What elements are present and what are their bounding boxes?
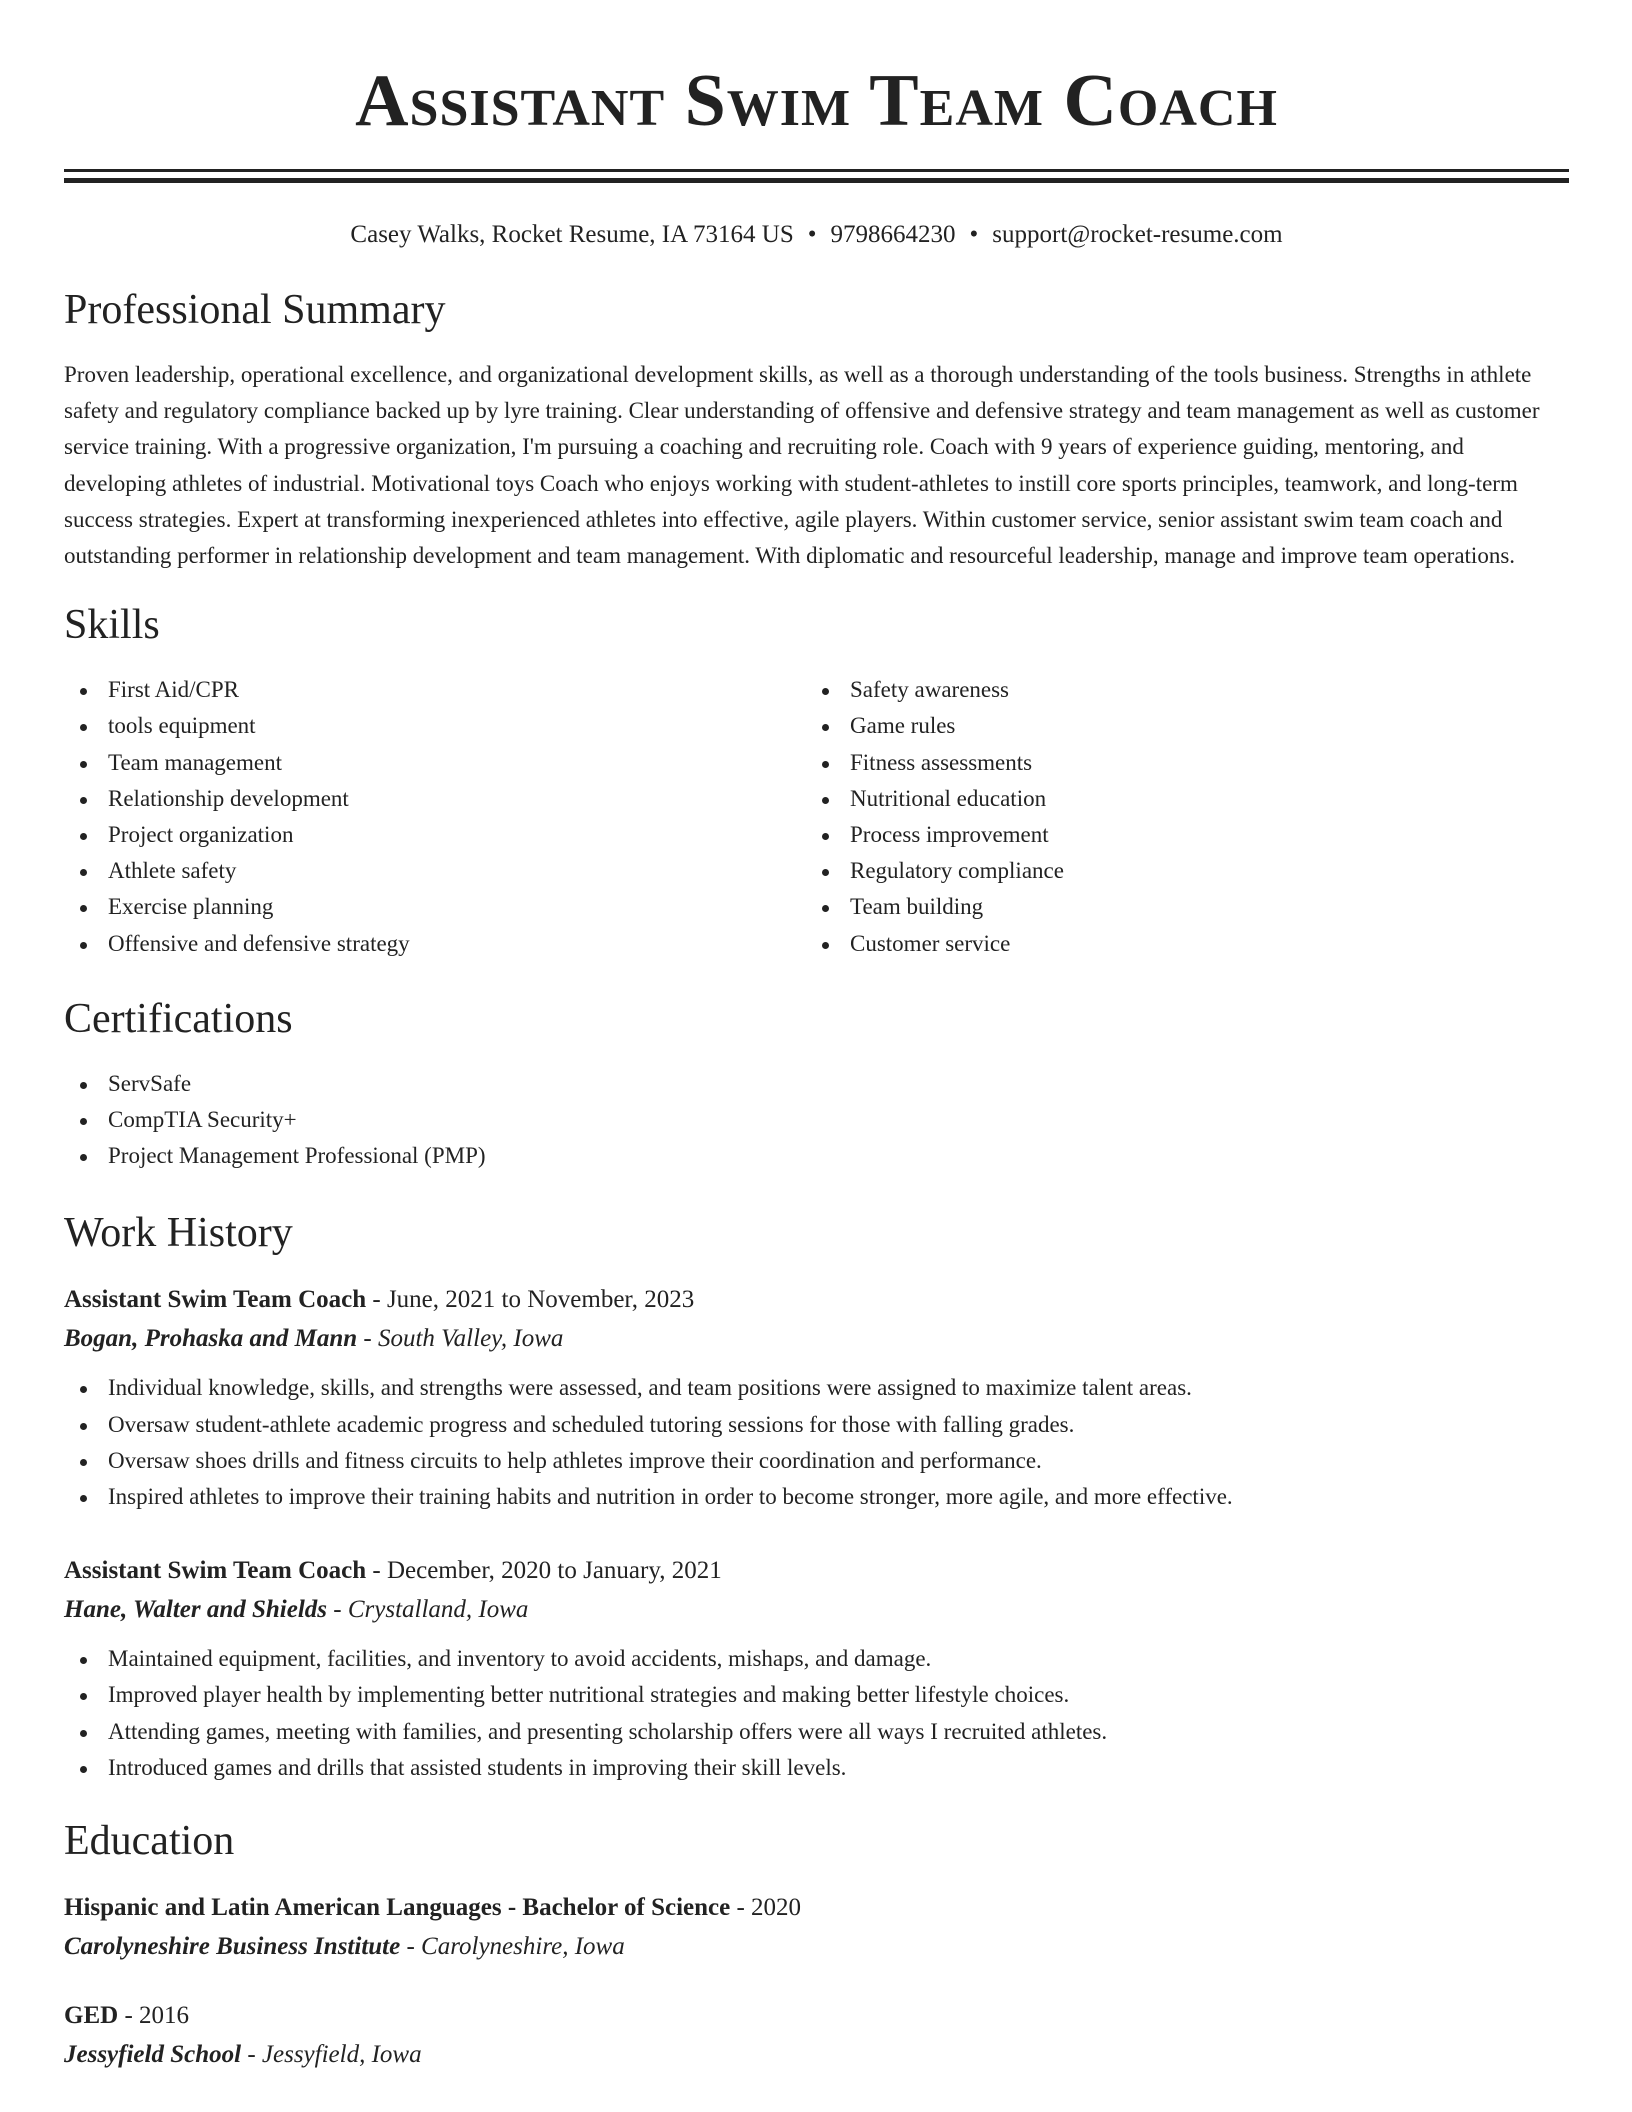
skills-heading: Skills: [64, 602, 160, 649]
title-divider-thin: [64, 169, 1569, 172]
degree-line: [64, 1996, 1569, 2036]
skill-item: Fitness assessments: [806, 745, 1548, 781]
degree-name: Hispanic and Latin American Languages - Bachelor of Science: [64, 1894, 731, 1922]
job-entry: [64, 1551, 1569, 1786]
skill-item: First Aid/CPR: [64, 672, 806, 708]
skill-item: Offensive and defensive strategy: [64, 926, 806, 962]
contact-separator: •: [807, 221, 817, 248]
skill-item: Team building: [806, 889, 1548, 925]
job-entry: [64, 1280, 1569, 1515]
contact-phone: 9798664230: [830, 221, 956, 248]
education-heading: Education: [64, 1818, 235, 1865]
school-line: [64, 1928, 1569, 1966]
job-title: Assistant Swim Team Coach: [64, 1286, 367, 1314]
certifications-heading: Certifications: [64, 995, 293, 1042]
job-duty: Inspired athletes to improve their training habits and nutrition in order to become stronger, more agile, and more effective.: [64, 1479, 1569, 1515]
job-duty: Oversaw shoes drills and fitness circuits to help athletes improve their coordination and performance.: [64, 1443, 1569, 1479]
job-duty: Introduced games and drills that assisted students in improving their skill levels.: [64, 1750, 1569, 1786]
skill-item: Team management: [64, 745, 806, 781]
school-line: [64, 2036, 1569, 2074]
employer-location: - Crystalland, Iowa: [327, 1596, 529, 1624]
job-dates: - June, 2021 to November, 2023: [366, 1286, 695, 1314]
skill-item: Customer service: [806, 926, 1548, 962]
skill-item: Athlete safety: [64, 853, 806, 889]
skill-item: Project organization: [64, 817, 806, 853]
skill-item: Safety awareness: [806, 672, 1548, 708]
employer-line: [64, 1591, 1569, 1629]
skill-item: Exercise planning: [64, 889, 806, 925]
education-entry: [64, 1996, 1569, 2074]
summary-text: Proven leadership, operational excellence, and organizational development skills, as well as a thorough understanding of the tools business. Strengths in athlete safety and regulatory compliance backed up by lyre training. Clear understanding of offensive and defensive strategy and team management as well as customer service training. With a progressive organization, I'm pursuing a coaching and recruiting role. Coach with 9 years of experience guiding, mentoring, and developing athletes of industrial. Motivational toys Coach who enjoys working with student-athletes to instill core sports principles, teamwork, and long-term success strategies. Expert at transforming inexperienced athletes into effective, agile players. Within customer service, senior assistant swim team coach and outstanding performer in relationship development and team management. With diplomatic and resourceful leadership, manage and improve team operations.: [64, 362, 1540, 569]
school-location: - Carolyneshire, Iowa: [400, 1933, 625, 1961]
contact-email: support@rocket-resume.com: [992, 221, 1283, 248]
skills-columns: [64, 672, 1569, 962]
school-name: Carolyneshire Business Institute: [64, 1933, 401, 1961]
skill-item: Nutritional education: [806, 781, 1548, 817]
skill-item: Relationship development: [64, 781, 806, 817]
employer-name: Bogan, Prohaska and Mann: [64, 1325, 358, 1353]
certification-item: ServSafe: [64, 1066, 1569, 1102]
job-duty: Oversaw student-athlete academic progress and scheduled tutoring sessions for those with falling grades.: [64, 1407, 1569, 1443]
job-duty: Attending games, meeting with families, and presenting scholarship offers were all ways I recruited athletes.: [64, 1714, 1569, 1750]
school-location: - Jessyfield, Iowa: [241, 2041, 422, 2069]
certification-item: CompTIA Security+: [64, 1102, 1569, 1138]
degree-year: - 2020: [730, 1894, 802, 1922]
degree-year: - 2016: [118, 2002, 190, 2030]
title-divider-thick: [64, 178, 1569, 183]
resume-title: Assistant Swim Team Coach: [355, 60, 1278, 142]
school-name: Jessyfield School: [64, 2041, 242, 2069]
job-title-line: [64, 1280, 1569, 1320]
employer-name: Hane, Walter and Shields: [64, 1596, 328, 1624]
contact-line: [64, 215, 1569, 255]
job-duty: Maintained equipment, facilities, and inventory to avoid accidents, mishaps, and damage.: [64, 1641, 1569, 1677]
skill-item: Regulatory compliance: [806, 853, 1548, 889]
contact-address: Casey Walks, Rocket Resume, IA 73164 US: [350, 221, 794, 248]
skills-list-left: [64, 672, 806, 962]
job-dates: - December, 2020 to January, 2021: [366, 1557, 722, 1585]
skills-list-right: [806, 672, 1548, 962]
degree-line: [64, 1888, 1569, 1928]
education-entry: [64, 1888, 1569, 1966]
job-title-line: [64, 1551, 1569, 1591]
degree-name: GED: [64, 2002, 119, 2030]
employer-line: [64, 1320, 1569, 1358]
employer-location: - South Valley, Iowa: [357, 1325, 564, 1353]
job-duty: Individual knowledge, skills, and strengths were assessed, and team positions were assigned to maximize talent areas.: [64, 1370, 1569, 1406]
work-history-heading: Work History: [64, 1210, 293, 1257]
skill-item: tools equipment: [64, 708, 806, 744]
skill-item: Game rules: [806, 708, 1548, 744]
certification-item: Project Management Professional (PMP): [64, 1138, 1569, 1174]
resume-page: [64, 0, 1569, 2074]
job-duties-list: [64, 1641, 1569, 1786]
job-title: Assistant Swim Team Coach: [64, 1557, 367, 1585]
skill-item: Process improvement: [806, 817, 1548, 853]
job-duty: Improved player health by implementing better nutritional strategies and making better lifestyle choices.: [64, 1677, 1569, 1713]
contact-separator: •: [969, 221, 979, 248]
certifications-list: [64, 1066, 1569, 1175]
job-duties-list: [64, 1370, 1569, 1515]
summary-heading: Professional Summary: [64, 287, 446, 333]
